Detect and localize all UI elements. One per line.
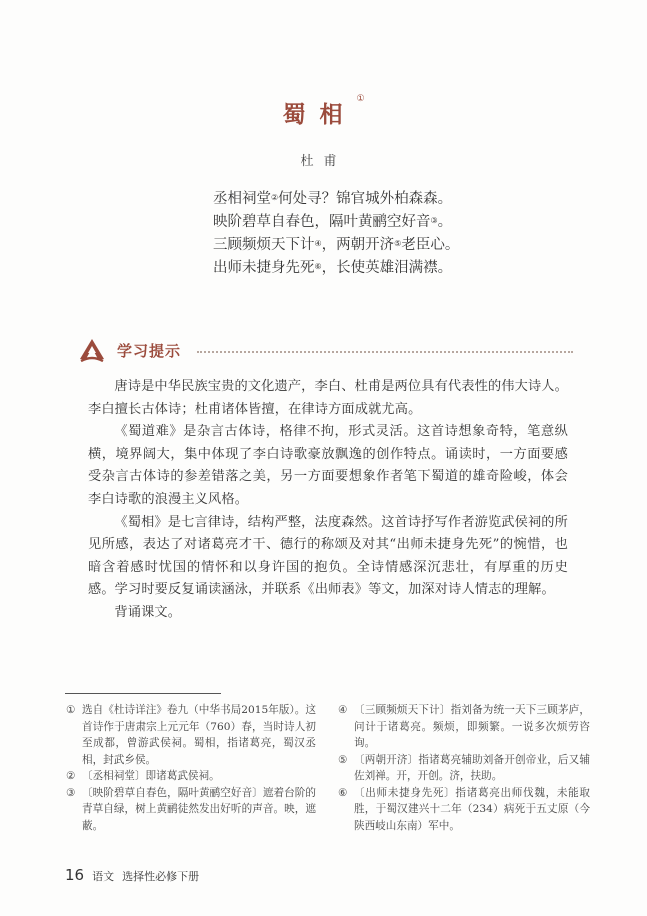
- footnote-divider: [65, 693, 221, 694]
- footnote-text: 〔两朝开济〕指诸葛亮辅助刘备开创帝业，后又辅佐刘禅。开，开创。济，扶助。: [354, 753, 590, 782]
- page-number: 16: [65, 866, 85, 884]
- footnotes-left: [66, 702, 316, 834]
- footnotes-right: [338, 702, 590, 834]
- footnote: [66, 785, 316, 835]
- poem-text: 何处寻？锦官城外柏森森。: [278, 191, 453, 207]
- footnote-text: 〔出师未捷身先死〕指诸葛亮出师伐魏，未能取胜，于蜀汉建兴十二年（234）病死于五丈原（今陕西岐山东南）军中。: [354, 786, 590, 832]
- footnote-number: ②: [66, 770, 76, 782]
- poem-line: [213, 188, 459, 211]
- page-title: [0, 96, 647, 129]
- footnote-number: ①: [66, 704, 76, 716]
- poem-text: ，两朝开济: [321, 237, 395, 253]
- footnote: [338, 702, 590, 752]
- footnote-ref[interactable]: ⑥: [314, 262, 322, 271]
- poem-line: [213, 211, 459, 234]
- poem-text: 老臣心。: [401, 237, 460, 253]
- section-header: [78, 336, 573, 364]
- dotted-divider: [197, 351, 573, 353]
- paragraph: 《蜀道难》是杂言古体诗，格律不拘，形式灵活。这首诗想象奇特，笔意纵横，境界阔大，集中体现了李白诗歌豪放飘逸的创作特点。诵读时，一方面要感受杂言古体诗的参差错落之美，另一方面要想象作者笔下蜀道的雄奇险峻，体会李白诗歌的浪漫主义风格。: [88, 424, 568, 507]
- poem-line: [213, 234, 459, 257]
- poem-text: 映阶碧草自春色，隔叶黄鹂空好音: [213, 214, 431, 230]
- title-text: 蜀相: [282, 101, 357, 128]
- footnote-ref[interactable]: ④: [314, 239, 322, 248]
- footnote-number: ⑥: [338, 786, 348, 799]
- poem-text: ，长使英雄泪满襟。: [321, 260, 453, 276]
- footnote-number: ④: [338, 704, 348, 716]
- footnote-number: ③: [66, 786, 76, 799]
- footnote-ref[interactable]: ③: [430, 216, 438, 225]
- section-title: 学习提示: [117, 341, 182, 360]
- footnote-text: 选自《杜诗详注》卷九（中华书局2015年版）。这首诗作于唐肃宗上元元年（760）春，当时诗人初至成都，曾游武侯祠。蜀相，指诸葛亮，蜀汉丞相，封武乡侯。: [82, 704, 316, 766]
- page-footer: [65, 866, 207, 884]
- footnote-number: ⑤: [338, 753, 348, 766]
- poem-text: 三顾频烦天下计: [213, 237, 315, 253]
- footnote-text: 〔三顾频烦天下计〕指刘备为统一天下三顾茅庐，问计于诸葛亮。频烦，即频繁。一说多次烦劳咨询。: [354, 704, 590, 749]
- poem-line: [213, 257, 459, 280]
- footnote: [66, 768, 316, 785]
- author: 杜甫: [300, 154, 347, 169]
- paragraph: 背诵课文。: [114, 604, 182, 620]
- footnote-ref[interactable]: ②: [271, 193, 279, 202]
- paragraph: 唐诗是中华民族宝贵的文化遗产，李白、杜甫是两位具有代表性的伟大诗人。李白擅长古体诗；杜甫诸体皆擅，在律诗方面成就尤高。: [88, 379, 568, 417]
- poem-text: 丞相祠堂: [213, 191, 271, 207]
- poem-text: 。: [437, 214, 453, 230]
- poem: [213, 188, 459, 280]
- study-tips-body: [88, 376, 568, 625]
- footnote-text: 〔丞相祠堂〕即诸葛武侯祠。: [82, 770, 220, 782]
- footnote-text: 〔映阶碧草自春色，隔叶黄鹂空好音〕遮着台阶的青草自绿，树上黄鹂徒然发出好听的声音。映，遮蔽。: [82, 786, 316, 832]
- footnote: [338, 785, 590, 835]
- footnote: [66, 702, 316, 768]
- book-label: 选择性必修下册: [122, 870, 200, 883]
- poem-text: 出师未捷身先死: [213, 260, 315, 276]
- paragraph: 《蜀相》是七言律诗，结构严整，法度森然。这首诗抒写作者游览武侯祠的所见所感，表达了对诸葛亮才干、德行的称颂及对其“出师未捷身先死”的惋惜，也暗含着感时忧国的情怀和以身许国的抱负。全诗情感深沉悲壮，有厚重的历史感。学习时要反复诵读涵泳，并联系《出师表》等文，加深对诗人情志的理解。: [88, 514, 568, 598]
- footnote-ref[interactable]: ①: [356, 94, 365, 104]
- subject-label: 语文: [92, 870, 115, 883]
- footnote: [338, 752, 590, 785]
- footnote-ref[interactable]: ⑤: [394, 239, 402, 248]
- study-tip-icon: [78, 337, 106, 363]
